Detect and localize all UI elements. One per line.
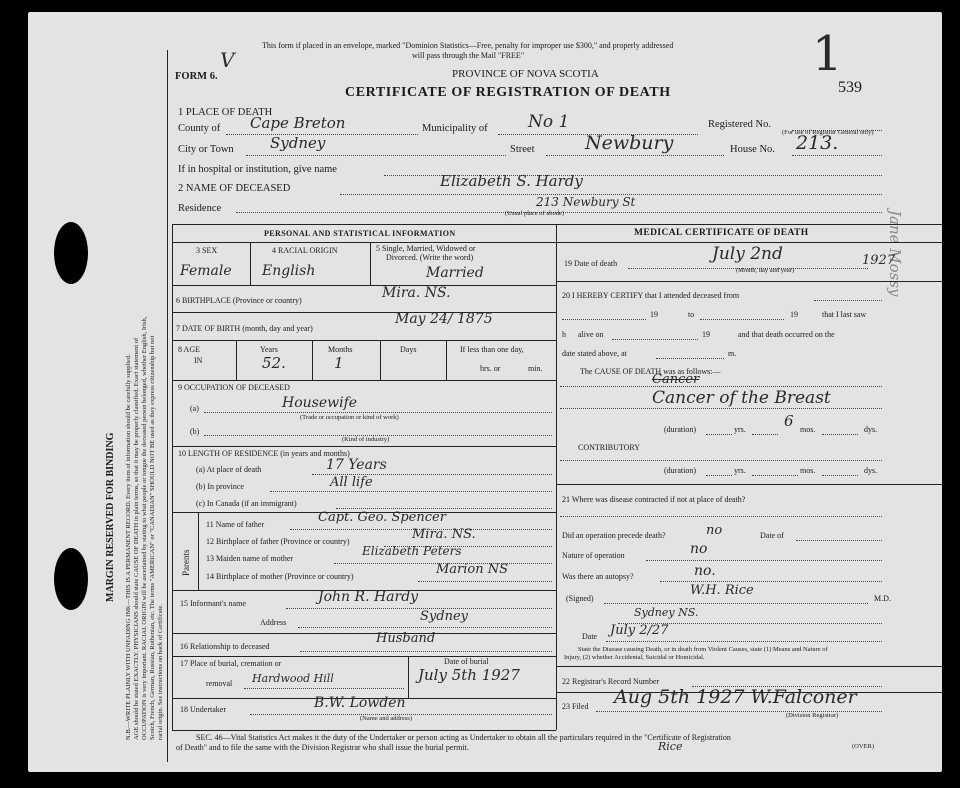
father-birthplace-value: Mira. NS.: [412, 527, 476, 542]
duration-yrs-line-1: [706, 434, 732, 435]
duration-label-1: (duration): [664, 425, 696, 434]
in-canada-line: [336, 508, 552, 509]
date-above-line: [656, 358, 724, 359]
personal-left-border: [172, 224, 173, 730]
dod-note: (Month, day and year): [736, 267, 795, 274]
from-line: [562, 319, 646, 320]
burial-date-value: July 5th 1927: [418, 666, 520, 684]
medical-address-value: Sydney NS.: [634, 606, 699, 619]
row-rule-5: [172, 446, 556, 447]
age-divider-4: [446, 340, 447, 380]
undertaker-note: (Name and address): [360, 715, 412, 722]
to-year-label: 19: [790, 310, 798, 319]
registrar-note: (For use of Registrar General only): [782, 129, 874, 136]
mother-name-label: 13 Maiden name of mother: [206, 554, 294, 563]
burial-date-label: Date of burial: [444, 657, 489, 666]
age-label-2: IN: [194, 356, 203, 365]
corner-mark: 1: [812, 26, 843, 82]
operation-label: Did an operation precede death?: [562, 531, 666, 540]
personal-bottom-border: [172, 730, 556, 731]
margin-right-pencil-note: Jane Mossy: [886, 210, 904, 297]
father-birthplace-label: 12 Birthplace of father (Province or country): [206, 537, 350, 546]
dys-label-1: dys.: [864, 425, 878, 434]
autopsy-line: [660, 581, 882, 582]
days-label: Days: [400, 345, 417, 354]
alive-on-label: alive on: [578, 330, 604, 339]
relationship-value: Husband: [376, 631, 436, 646]
dod-value: July 2nd: [712, 244, 783, 264]
contracted-label: 21 Where was disease contracted if not at place of death?: [562, 495, 746, 504]
street-line: [546, 155, 724, 156]
mos-label-1: mos.: [800, 425, 816, 434]
informant-address-label: Address: [260, 618, 287, 627]
mail-note-2: will pass through the Mail "FREE": [412, 51, 525, 60]
burial-label-1: 17 Place of burial, cremation or: [180, 659, 282, 668]
sex-label: 3 SEX: [196, 246, 218, 255]
mos-label-2: mos.: [800, 466, 816, 475]
street-value: Newbury: [585, 132, 674, 154]
margin-note-5: racial origin. See instructions on back of Certificate.: [157, 604, 164, 740]
at-place-value: 17 Years: [326, 457, 387, 473]
filed-value: Aug 5th 1927 W.Falconer: [614, 686, 857, 708]
sex-race-divider: [250, 242, 251, 285]
section-divider: [172, 224, 942, 225]
city-value: Sydney: [270, 134, 326, 152]
age-divider-3: [380, 340, 381, 380]
page-number: 539: [838, 79, 862, 96]
personal-heading-rule: [172, 242, 556, 243]
birthplace-value: Mira. NS.: [382, 285, 451, 301]
house-value: 213.: [796, 132, 839, 154]
undertaker-label: 18 Undertaker: [180, 705, 226, 714]
margin-note-4: Scotch, French, German, Russian, Ruthenian, etc. The terms "AMERICAN" or "CANADIAN" SHOULD NOT BE used as they express citizenship but not: [149, 335, 156, 740]
city-label: City or Town: [178, 144, 234, 155]
filed-label: 23 Filed: [562, 702, 589, 711]
mother-birthplace-label: 14 Birthplace of mother (Province or country): [206, 572, 354, 581]
registered-label: Registered No.: [708, 119, 771, 130]
race-marital-divider: [370, 242, 371, 285]
medical-date-value: July 2/27: [610, 623, 669, 638]
parents-label: Parents: [181, 549, 191, 576]
dod-label: 19 Date of death: [564, 259, 618, 268]
in-province-line: [270, 491, 552, 492]
age-divider-1: [236, 340, 237, 380]
race-value: English: [262, 263, 316, 279]
deceased-name: Elizabeth S. Hardy: [440, 172, 583, 190]
signed-value: W.H. Rice: [690, 583, 754, 598]
house-label: House No.: [730, 144, 775, 155]
informant-value: John R. Hardy: [318, 589, 419, 605]
min-label: min.: [528, 364, 543, 373]
to-label: to: [688, 310, 695, 319]
alive-year-label: 19: [702, 330, 710, 339]
autopsy-value: no.: [694, 563, 716, 579]
dob-label: 7 DATE OF BIRTH (month, day and year): [176, 324, 313, 333]
sex-value: Female: [180, 263, 232, 279]
occupation-a-line: [204, 412, 552, 413]
h-label: h: [562, 330, 566, 339]
abode-note: (Usual place of abode): [505, 210, 565, 217]
age-years-value: 52.: [262, 354, 286, 372]
row-rule-4: [172, 380, 556, 381]
sec46-line-2: of Death" and to file the same with the Division Registrar who shall issue the burial permit.: [176, 743, 469, 752]
yrs-label-2: yrs.: [734, 466, 746, 475]
sec46-line-1: SEC. 46—Vital Statistics Act makes it the duty of the Undertaker or person acting as Undertaker to obtain all the particulars required in the "Certificate of Registration: [196, 733, 731, 742]
duration-dys-line-2: [822, 475, 858, 476]
signed-line: [604, 603, 868, 604]
yrs-label-1: yrs.: [734, 425, 746, 434]
duration-mos-value: 6: [784, 412, 794, 430]
marital-value: Married: [426, 265, 484, 281]
medical-rule-1: [556, 281, 942, 282]
house-line: [792, 155, 882, 156]
in-province-value: All life: [330, 475, 373, 490]
municipality-value: No 1: [528, 112, 570, 132]
medical-heading-rule: [556, 242, 942, 243]
margin-note-1: N.B.—WRITE PLAINLY WITH UNFADING INK—THIS IS A PERMANENT RECORD. Every item of information should be carefully supplied.: [125, 354, 132, 740]
duration-label-2: (duration): [664, 466, 696, 475]
operation-value: no: [706, 523, 723, 538]
race-label: 4 RACIAL ORIGIN: [272, 246, 338, 255]
burial-place-value: Hardwood Hill: [252, 672, 334, 685]
nature-label: Nature of operation: [562, 551, 625, 560]
province-title: PROVINCE OF NOVA SCOTIA: [452, 68, 599, 80]
medical-rule-3: [556, 666, 942, 667]
marital-label-2: Divorced. (Write the word): [386, 253, 474, 262]
municipality-label: Municipality of: [422, 123, 488, 134]
from-year-label: 19: [650, 310, 658, 319]
filed-line: [596, 711, 882, 712]
row-rule-8: [172, 633, 556, 634]
burial-place-line: [244, 688, 404, 689]
residence-value: 213 Newbury St: [536, 195, 636, 209]
violent-note-2: Injury, (2) whether Accidental, Suicidal or Homicidal.: [564, 654, 705, 661]
residence-length-label: 10 LENGTH OF RESIDENCE (in years and months): [178, 449, 350, 458]
margin-note-2: AGE should be stated EXACTLY. PHYSICIANS should state CAUSE OF DEATH in plain terms, so that it may be properly classified. Exact statement of: [133, 337, 140, 740]
father-name-value: Capt. Geo. Spencer: [318, 510, 446, 525]
to-line: [700, 319, 784, 320]
in-canada-label: (c) In Canada (if an immigrant): [196, 499, 297, 508]
duration-dys-line-1: [822, 434, 858, 435]
certificate-title: CERTIFICATE OF REGISTRATION OF DEATH: [345, 85, 671, 100]
name-label: 2 NAME OF DECEASED: [178, 183, 291, 194]
row-rule-2: [172, 312, 556, 313]
medical-date-label: Date: [582, 632, 598, 641]
city-line: [246, 155, 506, 156]
division-registrar-note: (Division Registrar): [786, 712, 839, 719]
personal-heading: PERSONAL AND STATISTICAL INFORMATION: [264, 229, 456, 238]
informant-address-line: [298, 627, 552, 628]
burial-label-2: removal: [206, 679, 233, 688]
medical-heading: MEDICAL CERTIFICATE OF DEATH: [634, 228, 809, 238]
at-place-label: (a) At place of death: [196, 465, 262, 474]
certify-line: [814, 300, 882, 301]
cause-value: Cancer of the Breast: [652, 388, 831, 408]
residence-label: Residence: [178, 203, 222, 214]
mother-birthplace-line: [418, 581, 552, 582]
contributory-line: [560, 460, 882, 461]
months-label: Months: [328, 345, 353, 354]
violent-note-1: State the Disease causing Death, or in death from Violent Causes, state (1) Means and Nature of: [578, 646, 828, 653]
date-of-line: [796, 540, 882, 541]
cause-struck-value: Cancer: [652, 372, 700, 387]
duration-yrs-line-2: [706, 475, 732, 476]
rice-initial: Rice: [658, 740, 683, 753]
date-of-label: Date of: [760, 531, 784, 540]
over-label: (OVER): [852, 743, 875, 750]
dys-label-2: dys.: [864, 466, 878, 475]
cause-line-2: [560, 408, 882, 409]
mail-note-1: This form if placed in an envelope, marked "Dominion Statistics—Free, penalty for improper use $300," and properly addressed: [262, 41, 674, 50]
m-label: m.: [728, 349, 737, 358]
undertaker-value: B.W. Lowden: [314, 695, 406, 711]
cause-line-1: [560, 386, 882, 387]
county-value: Cape Breton: [250, 114, 346, 132]
county-label: County of: [178, 123, 221, 134]
hospital-label: If in hospital or institution, give name: [178, 164, 337, 175]
burial-divider: [408, 656, 409, 698]
industry-note: (Kind of industry): [342, 436, 390, 443]
duration-mos-line-1: [752, 434, 778, 435]
street-label: Street: [510, 144, 535, 155]
occupation-a-value: Housewife: [282, 395, 358, 411]
medical-date-line: [606, 641, 882, 642]
age-months-value: 1: [334, 354, 344, 372]
autopsy-label: Was there an autopsy?: [562, 572, 634, 581]
row-rule-1: [172, 285, 556, 286]
hrs-label: hrs. or: [480, 364, 501, 373]
certify-label: 20 I HEREBY CERTIFY that I attended deceased from: [562, 291, 740, 300]
form-mark: V: [220, 48, 235, 72]
row-rule-3: [172, 340, 556, 341]
left-frame-line: [167, 50, 168, 762]
binding-hole-top: [54, 222, 88, 284]
informant-line: [286, 608, 552, 609]
contracted-line: [560, 516, 882, 517]
in-province-label: (b) In province: [196, 482, 244, 491]
relationship-line: [300, 651, 552, 652]
father-name-label: 11 Name of father: [206, 520, 265, 529]
nature-line: [646, 560, 882, 561]
contributory-label: CONTRIBUTORY: [578, 443, 641, 452]
binding-hole-bottom: [54, 548, 88, 610]
less-than-day-label: If less than one day,: [460, 345, 524, 354]
informant-address-value: Sydney: [420, 609, 468, 624]
row-rule-9: [172, 656, 556, 657]
age-divider-2: [312, 340, 313, 380]
margin-note-3: OCCUPATION is very important. RACIAL ORIGIN will be ascertained by stating to what people or tongue the deceased person belonged, whether English, Irish,: [141, 316, 148, 740]
last-saw-label: that I last saw: [822, 310, 867, 319]
occupation-a-label: (a): [190, 404, 199, 413]
relationship-label: 16 Relationship to deceased: [180, 642, 270, 651]
medical-rule-2: [556, 484, 942, 485]
marital-label-1: 5 Single, Married, Widowed or: [376, 244, 476, 253]
occupation-b-label: (b): [190, 427, 200, 436]
duration-mos-line-2: [752, 475, 798, 476]
date-above-label: date stated above, at: [562, 349, 627, 358]
dob-value: May 24/ 1875: [395, 311, 493, 327]
trade-note: (Trade or occupation or kind of work): [300, 414, 399, 421]
age-label-1: 8 AGE: [178, 345, 200, 354]
years-label: Years: [260, 345, 278, 354]
occupation-label: 9 OCCUPATION OF DECEASED: [178, 383, 290, 392]
place-of-death-label: 1 PLACE OF DEATH: [178, 107, 273, 118]
record-number-label: 22 Registrar's Record Number: [562, 677, 660, 686]
margin-reserved-label: MARGIN RESERVED FOR BINDING: [105, 432, 116, 602]
occurred-label: and that death occurred on the: [738, 330, 835, 339]
birthplace-label: 6 BIRTHPLACE (Province or country): [176, 296, 302, 305]
parents-divider: [198, 512, 199, 590]
form-number: FORM 6.: [175, 71, 218, 82]
mother-name-value: Elizabeth Peters: [362, 544, 462, 558]
md-label: M.D.: [874, 594, 891, 603]
informant-label: 15 Informant's name: [180, 599, 246, 608]
column-divider: [556, 224, 557, 730]
cause-label: The CAUSE OF DEATH was as follows:—: [580, 367, 721, 376]
nature-value: no: [690, 541, 708, 557]
alive-line: [612, 339, 698, 340]
dod-year: 1927: [862, 253, 896, 268]
signed-label: (Signed): [566, 594, 594, 603]
mother-birthplace-value: Marion NS: [436, 562, 509, 577]
